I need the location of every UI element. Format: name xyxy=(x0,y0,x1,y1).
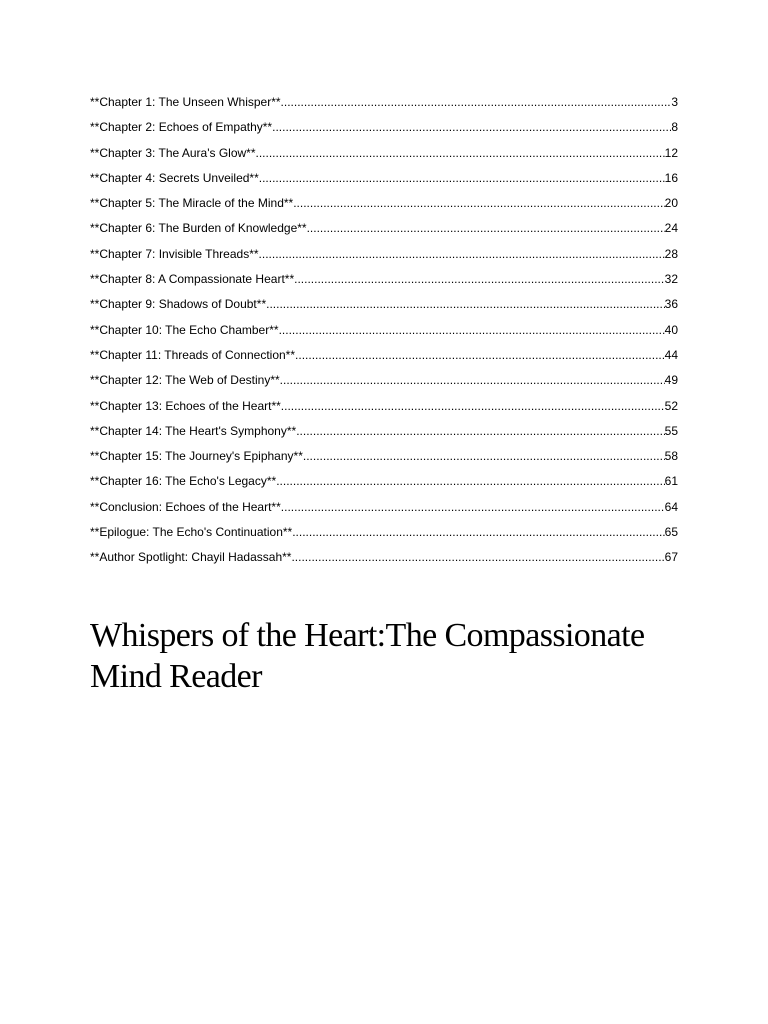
toc-dot-leader xyxy=(272,117,671,137)
toc-entry-page-number: 12 xyxy=(664,145,678,160)
toc-dot-leader xyxy=(295,345,665,365)
toc-entry-title: **Chapter 7: Invisible Threads** xyxy=(90,246,259,261)
toc-entry-page-number: 8 xyxy=(671,120,678,135)
toc-dot-leader xyxy=(291,547,664,567)
toc-entry-title: **Chapter 12: The Web of Destiny** xyxy=(90,373,280,388)
toc-entry-page-number: 32 xyxy=(664,272,678,287)
toc-entry-title: **Chapter 1: The Unseen Whisper** xyxy=(90,95,281,109)
toc-entry-title: **Chapter 11: Threads of Connection** xyxy=(90,347,296,362)
toc-entry xyxy=(90,547,678,572)
toc-entry-page-number: 52 xyxy=(664,398,678,413)
toc-entry-title: **Epilogue: The Echo's Continuation** xyxy=(90,525,293,540)
toc-entry xyxy=(90,497,678,522)
toc-dot-leader xyxy=(259,168,665,188)
toc-entry-page-number: 67 xyxy=(664,550,678,565)
toc-entry-title: **Chapter 6: The Burden of Knowledge** xyxy=(90,221,307,236)
toc-entry-page-number: 61 xyxy=(664,474,678,489)
toc-dot-leader xyxy=(280,370,665,390)
toc-entry-title: **Chapter 4: Secrets Unveiled** xyxy=(90,170,259,185)
toc-dot-leader xyxy=(307,218,665,238)
toc-entry-title: **Chapter 8: A Compassionate Heart** xyxy=(90,272,295,287)
toc-entry xyxy=(90,294,678,319)
toc-entry-page-number: 64 xyxy=(664,499,678,514)
toc-entry-page-number: 24 xyxy=(664,221,678,236)
toc-dot-leader xyxy=(281,497,665,517)
toc-entry xyxy=(90,193,678,218)
toc-dot-leader xyxy=(266,294,665,314)
toc-dot-leader xyxy=(281,396,665,416)
toc-entry xyxy=(90,92,678,117)
toc-dot-leader xyxy=(256,143,665,163)
toc-entry xyxy=(90,471,678,496)
toc-entry xyxy=(90,370,678,395)
toc-entry-title: **Chapter 5: The Miracle of the Mind** xyxy=(90,196,294,211)
toc-entry-title: **Chapter 15: The Journey's Epiphany** xyxy=(90,449,303,464)
toc-entry-page-number: 20 xyxy=(664,196,678,211)
toc-entry xyxy=(90,345,678,370)
toc-dot-leader xyxy=(276,471,664,491)
toc-entry-page-number: 28 xyxy=(664,246,678,261)
toc-entry-page-number: 3 xyxy=(671,95,678,109)
toc-entry xyxy=(90,117,678,142)
toc-entry-page-number: 44 xyxy=(664,347,678,362)
toc-entry xyxy=(90,522,678,547)
toc-dot-leader xyxy=(281,92,672,112)
toc-entry xyxy=(90,446,678,471)
toc-entry xyxy=(90,143,678,168)
toc-entry xyxy=(90,396,678,421)
toc-dot-leader xyxy=(293,193,664,213)
toc-dot-leader xyxy=(279,320,665,340)
toc-entry-page-number: 58 xyxy=(664,449,678,464)
toc-entry-title: **Chapter 10: The Echo Chamber** xyxy=(90,322,279,337)
toc-dot-leader xyxy=(303,446,665,466)
toc-entry-title: **Author Spotlight: Chayil Hadassah** xyxy=(90,550,292,565)
toc-entry-title: **Chapter 3: The Aura's Glow** xyxy=(90,145,256,160)
toc-entry-page-number: 40 xyxy=(664,322,678,337)
toc-entry-title: **Chapter 9: Shadows of Doubt** xyxy=(90,297,267,312)
toc-dot-leader xyxy=(296,421,664,441)
book-title: Whispers of the Heart:The Compassionate Mind Reader xyxy=(90,617,645,695)
toc-entry-title: **Chapter 2: Echoes of Empathy** xyxy=(90,120,273,135)
toc-entry xyxy=(90,320,678,345)
toc-entry xyxy=(90,168,678,193)
table-of-contents xyxy=(90,92,678,573)
toc-dot-leader xyxy=(259,244,665,264)
toc-entry xyxy=(90,244,678,269)
toc-entry-page-number: 16 xyxy=(664,170,678,185)
toc-entry-page-number: 65 xyxy=(664,525,678,540)
toc-entry-title: **Chapter 14: The Heart's Symphony** xyxy=(90,423,297,438)
toc-dot-leader xyxy=(292,522,664,542)
toc-entry-title: **Chapter 16: The Echo's Legacy** xyxy=(90,474,277,489)
toc-entry-page-number: 36 xyxy=(664,297,678,312)
toc-entry-title: **Conclusion: Echoes of the Heart** xyxy=(90,499,281,514)
toc-entry xyxy=(90,421,678,446)
toc-entry-page-number: 49 xyxy=(664,373,678,388)
toc-entry xyxy=(90,218,678,243)
toc-entry-title: **Chapter 13: Echoes of the Heart** xyxy=(90,398,281,413)
toc-dot-leader xyxy=(294,269,665,289)
toc-entry xyxy=(90,269,678,294)
toc-entry-page-number: 55 xyxy=(664,423,678,438)
